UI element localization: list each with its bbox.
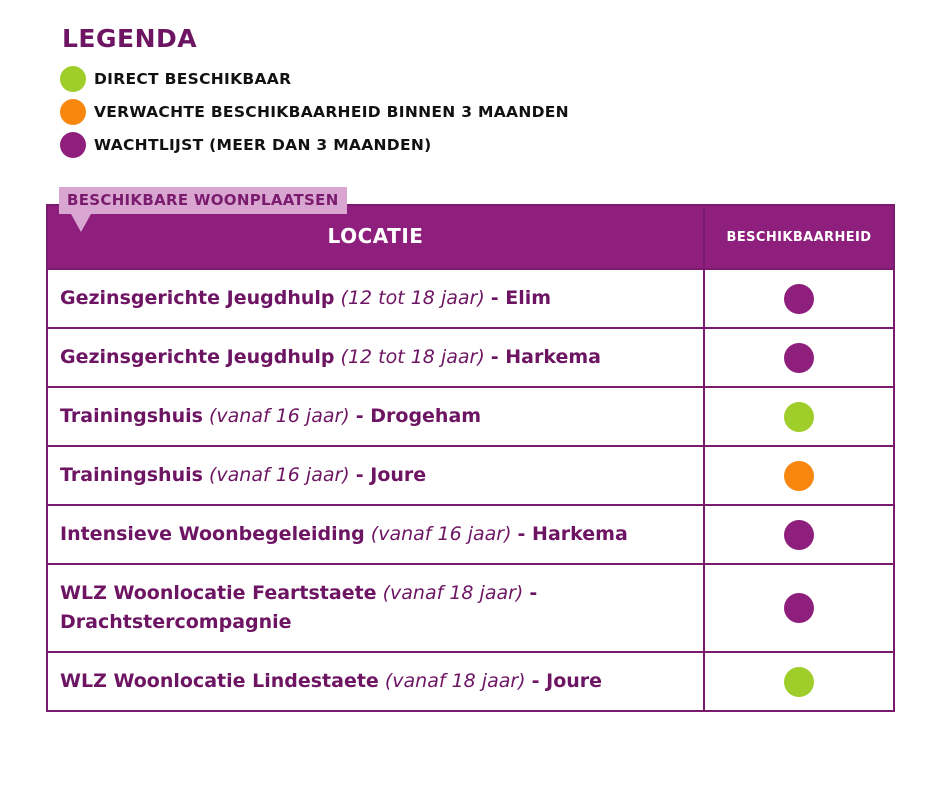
- status-dot-icon: [60, 99, 86, 125]
- availability-cell: [704, 564, 894, 652]
- table-row: [47, 652, 894, 711]
- location-cell: [47, 652, 704, 711]
- locations-table-container: [46, 191, 893, 712]
- location-name: Trainingshuis: [60, 405, 203, 427]
- legend-items: [60, 62, 569, 161]
- tag-pointer: [71, 214, 91, 232]
- availability-cell: [704, 387, 894, 446]
- location-age: (vanaf 16 jaar): [370, 523, 512, 545]
- location-name: Gezinsgerichte Jeugdhulp: [60, 287, 335, 309]
- availability-status-icon: [784, 343, 814, 373]
- legend-item: [60, 95, 569, 128]
- table-header-row: [47, 205, 894, 269]
- location-cell: [47, 564, 704, 652]
- availability-status-icon: [784, 461, 814, 491]
- availability-cell: [704, 446, 894, 505]
- location-age: (vanaf 16 jaar): [208, 464, 350, 486]
- column-header-availability: BESCHIKBAARHEID: [704, 205, 894, 269]
- location-age: (12 tot 18 jaar): [340, 287, 485, 309]
- table-row: [47, 505, 894, 564]
- availability-cell: [704, 652, 894, 711]
- location-cell: [47, 387, 704, 446]
- legend-item-label: VERWACHTE BESCHIKBAARHEID BINNEN 3 MAANDEN: [94, 102, 569, 121]
- availability-status-icon: [784, 284, 814, 314]
- location-cell: [47, 328, 704, 387]
- locations-table: [46, 204, 895, 712]
- location-cell: [47, 269, 704, 328]
- table-row: [47, 446, 894, 505]
- location-place: - Drachtstercompagnie: [60, 582, 538, 633]
- available-locations-tag: BESCHIKBARE WOONPLAATSEN: [59, 187, 347, 214]
- availability-cell: [704, 505, 894, 564]
- availability-status-icon: [784, 667, 814, 697]
- location-name: WLZ Woonlocatie Feartstaete: [60, 582, 377, 604]
- availability-cell: [704, 328, 894, 387]
- table-row: [47, 387, 894, 446]
- legend-title: LEGENDA: [62, 24, 198, 53]
- location-name: Trainingshuis: [60, 464, 203, 486]
- location-name: Intensieve Woonbegeleiding: [60, 523, 365, 545]
- table-row: [47, 564, 894, 652]
- table-row: [47, 328, 894, 387]
- location-place: - Harkema: [517, 523, 628, 545]
- availability-status-icon: [784, 593, 814, 623]
- status-dot-icon: [60, 132, 86, 158]
- location-age: (vanaf 18 jaar): [384, 670, 526, 692]
- location-place: - Joure: [355, 464, 427, 486]
- location-place: - Elim: [490, 287, 552, 309]
- location-name: Gezinsgerichte Jeugdhulp: [60, 346, 335, 368]
- availability-status-icon: [784, 520, 814, 550]
- location-age: (vanaf 16 jaar): [208, 405, 350, 427]
- legend-item: [60, 128, 569, 161]
- location-place: - Joure: [531, 670, 603, 692]
- location-age: (vanaf 18 jaar): [382, 582, 524, 604]
- location-cell: [47, 446, 704, 505]
- table-body: [47, 269, 894, 711]
- legend: [60, 24, 569, 161]
- status-dot-icon: [60, 66, 86, 92]
- location-name: WLZ Woonlocatie Lindestaete: [60, 670, 379, 692]
- legend-item: [60, 62, 569, 95]
- legend-item-label: DIRECT BESCHIKBAAR: [94, 69, 292, 88]
- table-row: [47, 269, 894, 328]
- column-header-location: LOCATIE: [47, 205, 704, 269]
- legend-item-label: WACHTLIJST (MEER DAN 3 MAANDEN): [94, 135, 432, 154]
- location-place: - Drogeham: [355, 405, 482, 427]
- availability-cell: [704, 269, 894, 328]
- availability-status-icon: [784, 402, 814, 432]
- location-age: (12 tot 18 jaar): [340, 346, 485, 368]
- location-cell: [47, 505, 704, 564]
- location-place: - Harkema: [490, 346, 602, 368]
